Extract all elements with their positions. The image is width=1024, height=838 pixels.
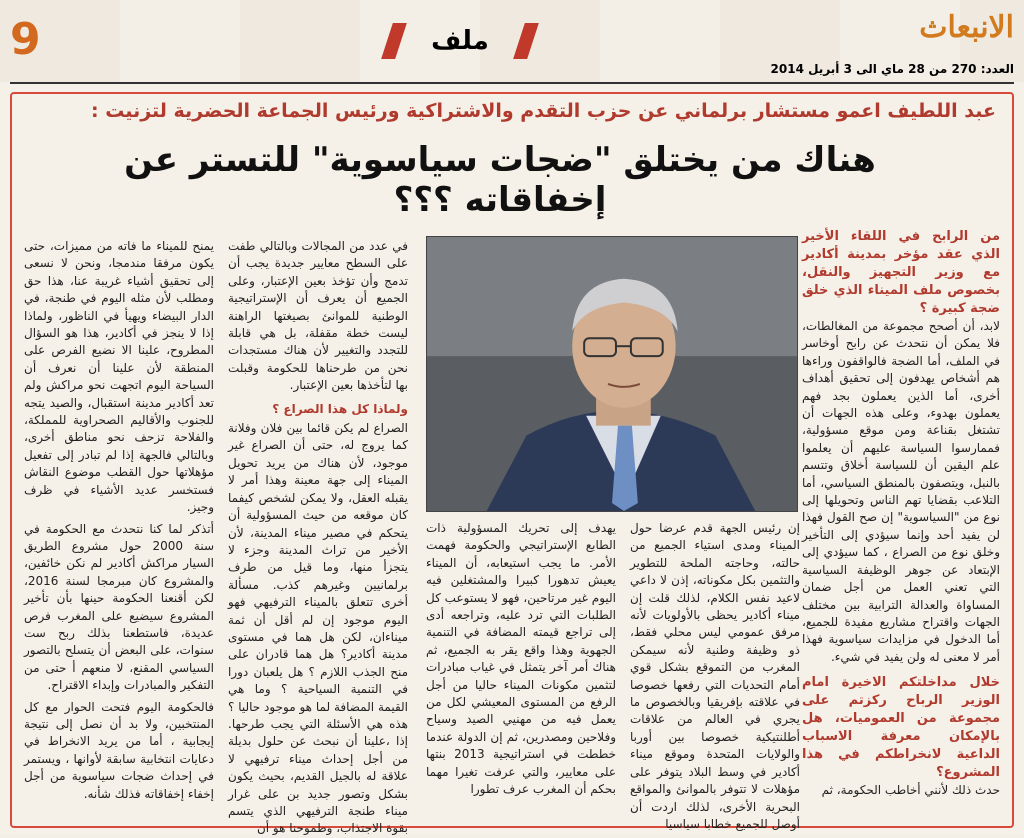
subheading: ولماذا كل هذا الصراع ؟ bbox=[272, 401, 408, 416]
article-kicker: عبد اللطيف اعمو مستشار برلماني عن حزب التقدم والاشتراكية ورئيس الجماعة الحضرية لتزنيت : bbox=[90, 100, 996, 122]
column-4-text: في عدد من المجالات وبالتالي طفت على السطح معايير جديدة يجب أن تدمج وأن تؤخذ بعين الإعتبار، وعلى الجميع أن يعرف أن الإستراتيجية الوطنية للموانئ بصيغتها الراهنة ليست خطة مقفلة، بل هي قابلة للتجدد والتغيير لأن هناك مستجدات نحن من طرحناها للحكومة وقبلت بها لتأخذها بعين الإعتبار. bbox=[228, 239, 408, 393]
issue-info: العدد: 270 من 28 ماي الى 3 أبريل 2014 bbox=[770, 62, 1014, 76]
portrait-image bbox=[427, 237, 797, 511]
slash-decoration bbox=[513, 23, 539, 59]
column-2 bbox=[630, 520, 800, 831]
article-headline: هناك من يختلق "ضجات سياسوية" للتستر عن إخفاقاته ؟؟؟ bbox=[124, 140, 876, 220]
column-2-text: إن رئيس الجهة قدم عرضا حول الميناء ومدى استياء الجميع من حالته، وحاجته الملحة للتطوير والتثمين بكل مكوناته، إذن لا داعي لاعيد نفس الكلام، لذلك قلت إن ميناء أكادير يحظى بالأولويات لأنه مرفق عمومي ليس محلي فقط، ذو وظيفة وطنية لأنه سيمكن المغرب من التموقع بشكل قوي أمام التحديات التي رفعها خصوصا في علاقته بإفريقيا وبالخصوص ما يجري في العالم من علاقات أطلنتيكية خصوصا بين أوربا والولايات المتحدة وموقع ميناء أكادير في وسط البلاد يتوفر على مؤهلات لا تتوفر بالموانئ والمواقع البحرية الأخرى، لذلك اردت أن أوصل للجميع خطابا سياسيا bbox=[630, 521, 800, 831]
interviewee-photo bbox=[426, 236, 798, 512]
page-number: 9 bbox=[10, 14, 41, 65]
column-5-text: يمنح للميناء ما فاته من مميزات، حتى يكون مرفقا مندمجا، ونحن لا نسعى إلى تحقيق أشياء غريبة عنا، هذا حق ومطلب لأن مثله اليوم في طنجة، في الدار البيضاء ويهيأ في الناظور، ولماذا إذا لا ينجز في أكادير، هذا هو السؤال المطروح، علينا الا نضيع الفرص على المنطقة لأن علينا أن نعرف أن السياحة اليوم اتجهت نحو مراكش ولم تعد أكادير مدينة استقبال، والصيد يتجه للجنوب والأقاليم الصحراوية للمملكة، والفلاحة تزحف نحو مناطق أخرى، وبالتالي فالجهة إذا لم تبادر إلى تفعيل مؤهلاتها حول القطب موضوع النقاش فستخسر عديد الأشياء في ظرف وجيز. bbox=[24, 239, 214, 515]
column-5-text-3: فالحكومة اليوم فتحت الحوار مع كل المنتخبين، ولا بد أن نصل إلى نتيجة إيجابية ، أما من يريد الانخراط في دعايات انتخابية سابقة لأوانها ، ويستمر في إحداث ضجات سياسوية من أجل إخفاء إخفاقاته فذلك شأنه. bbox=[24, 699, 214, 801]
column-1 bbox=[802, 228, 1000, 820]
header-rule bbox=[10, 82, 1014, 84]
column-3 bbox=[426, 520, 616, 820]
question-1: من الرابح في اللقاء الأخير الذي عقد مؤخر بمدينة أكادير مع وزير التجهيز والنقل، بخصوص ملف الميناء الذي خلق ضجة كبيرة ؟ bbox=[802, 229, 1000, 316]
answer-2-start: حدث ذلك لأنني أخاطب الحكومة، ثم bbox=[821, 783, 1000, 798]
answer-1: لابد، أن أصحح مجموعة من المغالطات، فلا يمكن أن نتحدث عن رابح أوخاسر في الملف، أما الضجة فالواقفون وراءها هم أشخاص يهدفون إلى تحقيق أهداف أخرى، أما الذين يعملون بجد فهم يعملون بهدوء، وعلى هذه الجهات أن تشتغل بقناعة ومن موقع مسؤولية، فممارسوا السياسة عليهم أن يعلموا علم اليقين أن للسياسة أخلاق وتتسم بالنبل، ويتصفون بالمنطق السياسي، أما التلاعب بقضايا تهم الناس وتحويلها إلى نوع من "السياسوية" إن صح القول فهذا لن يفيد أحد وإنما سيؤدي إلى التأخير وخلق نوع من الصراع ، كما سيؤدي إلى الإبتعاد عن جوهر الوظيفة السياسية التي تعني العمل من أجل ضمان المساواة والعدالة الترابية بين مختلف الجهات واقتراح مشاريع مفيدة للجميع، أما الدخول في مزايدات سياسوية فهذا أمر لا معنى له ولن يفيد في شيء. bbox=[802, 319, 1000, 664]
column-5 bbox=[24, 238, 214, 818]
slash-decoration bbox=[381, 23, 407, 59]
newspaper-logo: الانبعاث bbox=[919, 10, 1014, 45]
section-masthead bbox=[330, 20, 590, 62]
column-3-text: يهدف إلى تحريك المسؤولية ذات الطابع الإستراتيجي والحكومة فهمت الأمر. ما يجب استيعابه، أن الميناء يعيش تدهورا كبيرا والمشتغلين فيه اليوم غير مرتاحين، فهو لا يستوعب كل الطلبات التي ترد عليه، وتراجعه أدى إلى تراجع قيمته المضافة في التنمية الجهوية وهذا واقع يقر به الجميع، ثم هناك أمر آخر يتمثل في غياب مبادرات لتثمين مكونات الميناء حاليا من أجل الرفع من المستوى المعيشي لكل من يعمل فيه من مهنيي الصيد وسياح وفلاحين ومصدرين، ثم إن الدولة عندما خططت في استراتيجية 2013 بنتها على معايير، والتي عرفت تغيرا مهما بحكم أن المغرب عرف تطورا bbox=[426, 521, 616, 797]
question-2: خلال مداخلتكم الاخيرة امام الوزير الرباح ركزتم على مجموعة من العموميات، هل بالإمكان معرفة الاسباب الداعية لانخراطكم في هذا المشروع؟ bbox=[802, 675, 1000, 781]
section-title: ملف bbox=[431, 26, 489, 56]
column-4-text-2: الصراع لم يكن قائما بين فلان وفلانة كما يروج له، حتى أن الصراع غير موجود، لأن هناك من يريد تحويل الميناء إلى جهة معينة وهذا أمر لا يقبله العقل، ولا يمكن لشخص كيفما كان موقعه من حيث المسؤولية أن يتحكم في مصير ميناء المدينة، لأن الأخير من تراث المدينة وجزء لا يتجزأ منها، وما قيل من طرف برلمانيين وغيرهم كذب. مسألة أخرى تتعلق بالميناء الترفيهي فهو اليوم موجود إن لم أقل أن ثمة ميناءان، لكن هل هما في مستوى مدينة أكادير؟ هل هما قادران على منح الجذب اللازم ؟ هل يلعبان دورا في التنمية السياحية ؟ وما هي القيمة المضافة لما هو موجود حاليا ؟ هذه هي الأسئلة التي يجب طرحها. إذا ،علينا أن نبحث عن حلول بديلة من أجل إحداث ميناء ترفيهي لا علاقة له بالجيل القديم، بحيث يكون بشكل وتصور جديد بن على غرار ميناء طنجة الترفيهي الذي يتسم بقوة الاجتذاب، وطموحنا هو أن bbox=[228, 421, 408, 836]
column-5-text-2: أتذكر لما كنا نتحدث مع الحكومة في سنة 2000 حول مشروع الطريق السيار مراكش أكادير لم نكن خائفين، والمشروع كان مبرمجا لسنة 2016، لكن أقنعنا الحكومة حينها بأن تأخير المشروع سيضيع على المغرب فرص عديدة، فاستطعنا بذلك ربح ست سنوات، على البعض أن يتسلح بالتصور السياسي المقنع، لا منعهم أ حتى من التفكير والمبادرات وإبداء الاقتراح. bbox=[24, 521, 214, 693]
column-4 bbox=[228, 238, 408, 836]
